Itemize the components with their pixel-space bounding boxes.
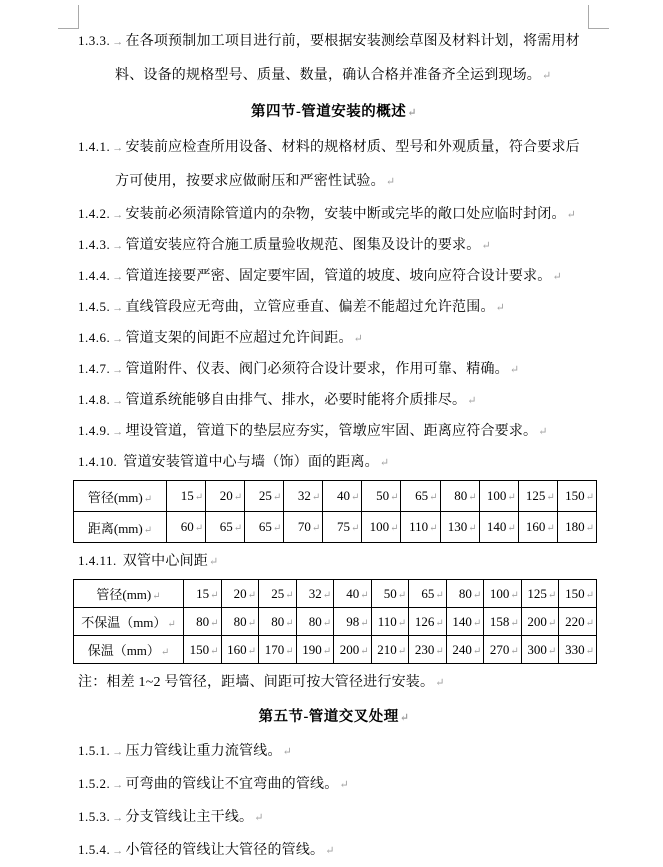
cell-value: 25	[271, 585, 285, 601]
table-cell	[245, 481, 284, 512]
table-cell	[221, 636, 259, 664]
cell-value: 65	[219, 519, 233, 534]
cell-value: 65	[415, 488, 429, 503]
end-of-cell-mark: ↵	[160, 647, 170, 658]
cell-value: 240	[452, 641, 472, 657]
table-cell	[521, 580, 559, 608]
note-text: 注：相差 1~2 号管径，距墙、间距可按大管径进行安装。	[78, 675, 435, 690]
list-item	[78, 130, 590, 199]
table-row	[74, 512, 597, 543]
paragraph-mark: ↵	[385, 176, 396, 188]
list-item	[78, 801, 590, 834]
end-of-cell-mark: ↵	[472, 645, 482, 657]
paragraph-mark: ↵	[481, 240, 491, 252]
paragraph-mark: ↵	[467, 395, 477, 407]
table-cell	[184, 608, 222, 636]
cell-value: 200	[527, 613, 547, 629]
cell-value: 270	[489, 641, 510, 657]
table-cell	[479, 512, 518, 543]
end-of-cell-mark: ↵	[311, 492, 321, 503]
end-of-cell-mark: ↵	[546, 492, 555, 503]
list-item	[78, 292, 590, 323]
end-of-cell-mark: ↵	[272, 492, 282, 503]
note-line	[78, 668, 590, 698]
end-of-cell-mark: ↵	[360, 645, 369, 657]
cell-value: 190	[302, 641, 322, 657]
end-of-cell-mark: ↵	[585, 589, 594, 601]
cell-value: 80	[196, 613, 210, 629]
cell-value: 40	[346, 585, 360, 601]
end-of-cell-mark: ↵	[585, 492, 594, 503]
item-text: 管道系统能够自由排气、排水，必要时能将介质排尽。	[125, 393, 467, 408]
heading-text: 第四节-管道安装的概述	[250, 104, 407, 120]
table-cell	[484, 636, 522, 664]
cell-value: 管径(mm)	[87, 489, 143, 505]
item-text: 可弯曲的管线让不宜弯曲的管线。	[125, 777, 339, 792]
tab-mark: →	[112, 333, 124, 345]
end-of-cell-mark: ↵	[546, 523, 555, 534]
cell-value: 65	[421, 585, 435, 601]
end-of-cell-mark: ↵	[311, 523, 321, 534]
table-cell	[245, 512, 284, 543]
table-cell	[74, 580, 184, 608]
item-text: 直线管段应无弯曲，立管应垂直、偏差不能超过允许范围。	[125, 300, 495, 315]
table-cell	[440, 481, 479, 512]
table-cell	[484, 608, 522, 636]
table-cell	[409, 608, 447, 636]
table-cell	[371, 636, 409, 664]
table-cell	[221, 608, 259, 636]
table-cell	[74, 608, 184, 636]
item-text: 管道安装应符合施工质量验收规范、图集及设计的要求。	[125, 238, 481, 253]
end-of-cell-mark: ↵	[507, 523, 516, 534]
cell-value: 80	[233, 613, 247, 629]
end-of-cell-mark: ↵	[397, 589, 407, 601]
table-row	[74, 636, 597, 664]
table-cell	[206, 512, 245, 543]
end-of-cell-mark: ↵	[468, 523, 477, 534]
end-of-cell-mark: ↵	[167, 619, 176, 630]
end-of-cell-mark: ↵	[585, 645, 594, 657]
table-row	[74, 481, 597, 512]
table-cell	[74, 512, 167, 543]
table-cell	[518, 481, 557, 512]
end-of-cell-mark: ↵	[210, 589, 219, 601]
table-cell	[521, 608, 559, 636]
cell-value: 125	[525, 488, 546, 503]
table-cell	[259, 636, 297, 664]
item-number: 1.4.8.	[78, 392, 111, 407]
end-of-cell-mark: ↵	[435, 617, 444, 629]
cell-value: 32	[308, 585, 322, 601]
list-item	[78, 24, 590, 93]
cell-value: 140	[452, 613, 472, 629]
cell-value: 220	[565, 613, 585, 629]
tab-mark: →	[112, 364, 124, 376]
item-text: 管道连接要严密、固定要牢固，管道的坡度、坡向应符合设计要求。	[125, 269, 552, 284]
item-number: 1.4.10.	[78, 454, 118, 469]
tab-mark: →	[112, 746, 124, 758]
table-cell	[284, 481, 323, 512]
list-item	[78, 354, 590, 385]
cell-value: 距离(mm)	[87, 520, 143, 536]
cell-value: 100	[489, 585, 510, 601]
cell-value: 130	[447, 519, 468, 534]
item-number: 1.5.2.	[78, 776, 111, 791]
list-item	[78, 735, 590, 768]
heading-text: 第五节-管道交叉处理	[258, 709, 399, 725]
end-of-cell-mark: ↵	[429, 492, 438, 503]
table-cell	[409, 580, 447, 608]
paragraph-mark: ↵	[495, 302, 506, 314]
paragraph-mark: ↵	[325, 845, 335, 857]
end-of-cell-mark: ↵	[285, 617, 294, 629]
paragraph-mark: ↵	[407, 107, 418, 119]
cell-value: 158	[489, 613, 510, 629]
cell-value: 160	[227, 641, 247, 657]
paragraph-mark: ↵	[353, 333, 364, 345]
end-of-cell-mark: ↵	[585, 617, 594, 629]
item-number: 1.4.6.	[78, 330, 111, 345]
paragraph-mark: ↵	[282, 746, 293, 758]
item-number: 1.4.7.	[78, 361, 111, 376]
table-cell	[323, 481, 362, 512]
cell-value: 80	[271, 613, 285, 629]
end-of-cell-mark: ↵	[472, 589, 482, 601]
tab-mark: →	[112, 36, 124, 48]
item-number: 1.3.3.	[78, 33, 111, 48]
item-number: 1.4.1.	[78, 139, 111, 154]
paragraph-mark: ↵	[254, 812, 264, 824]
cell-value: 50	[383, 585, 397, 601]
paragraph-mark: ↵	[552, 271, 562, 283]
table-cell	[74, 481, 167, 512]
end-of-cell-mark: ↵	[547, 617, 557, 629]
table-cell	[521, 636, 559, 664]
end-of-cell-mark: ↵	[397, 617, 407, 629]
table-cell	[559, 608, 597, 636]
cell-value: 150	[189, 641, 210, 657]
item-text: 分支管线让主干线。	[125, 810, 254, 825]
end-of-cell-mark: ↵	[547, 645, 557, 657]
end-of-cell-mark: ↵	[233, 492, 243, 503]
clause-list-section4	[78, 130, 590, 478]
cell-value: 管径(mm)	[96, 587, 152, 602]
table-cell	[401, 481, 440, 512]
cell-value: 60	[180, 519, 194, 534]
end-of-cell-mark: ↵	[143, 493, 153, 505]
cell-value: 98	[346, 613, 360, 629]
end-of-cell-mark: ↵	[429, 523, 438, 534]
cell-value: 150	[565, 585, 585, 601]
cell-value: 不保温（mm）	[81, 615, 167, 630]
cell-value: 75	[337, 519, 350, 534]
paragraph-mark: ↵	[399, 712, 410, 724]
table-cell	[259, 580, 297, 608]
cell-value: 170	[264, 641, 285, 657]
table-cell	[559, 636, 597, 664]
end-of-cell-mark: ↵	[285, 589, 294, 601]
cell-value: 25	[258, 488, 272, 503]
cell-value: 110	[377, 613, 397, 629]
end-of-cell-mark: ↵	[510, 645, 519, 657]
item-number: 1.5.1.	[78, 743, 111, 758]
table-cell	[296, 636, 334, 664]
table-cell	[557, 512, 596, 543]
end-of-cell-mark: ↵	[322, 617, 332, 629]
end-of-cell-mark: ↵	[143, 524, 153, 536]
cell-value: 80	[454, 488, 468, 503]
end-of-cell-mark: ↵	[322, 589, 332, 601]
item-number: 1.4.11.	[78, 553, 117, 568]
cell-value: 20	[219, 488, 233, 503]
cell-value: 140	[486, 519, 507, 534]
cell-value: 126	[414, 613, 435, 629]
cell-value: 100	[369, 519, 390, 534]
item-text: 在各项预制加工项目进行前，要根据安装测绘草图及材料计划，将需用材料、设备的规格型号、质量、数量，确认合格并准备齐全运到现场。	[115, 34, 580, 83]
paragraph-mark: ↵	[379, 457, 390, 469]
cell-value: 40	[337, 488, 350, 503]
table-cell	[334, 608, 372, 636]
table-cell	[559, 580, 597, 608]
table-cell	[484, 580, 522, 608]
item-text: 安装前应检查所用设备、材料的规格材质、型号和外观质量，符合要求后方可使用，按要求应做耐压和严密性试验。	[115, 140, 580, 189]
end-of-cell-mark: ↵	[360, 617, 369, 629]
table-cell	[184, 636, 222, 664]
end-of-cell-mark: ↵	[194, 523, 204, 534]
tab-mark: →	[112, 271, 124, 283]
table-cell	[371, 580, 409, 608]
end-of-cell-mark: ↵	[435, 589, 444, 601]
tab-mark: →	[112, 426, 124, 438]
item-number: 1.4.4.	[78, 268, 111, 283]
end-of-cell-mark: ↵	[585, 523, 594, 534]
end-of-cell-mark: ↵	[510, 617, 519, 629]
cell-value: 110	[409, 519, 429, 534]
end-of-cell-mark: ↵	[472, 617, 482, 629]
table-cell	[184, 580, 222, 608]
table-cell	[334, 636, 372, 664]
table-cell	[446, 636, 484, 664]
list-item	[78, 834, 590, 867]
end-of-cell-mark: ↵	[210, 617, 219, 629]
end-of-cell-mark: ↵	[351, 492, 360, 503]
paragraph-mark: ↵	[542, 70, 552, 82]
end-of-cell-mark: ↵	[507, 492, 516, 503]
item-number: 1.5.4.	[78, 842, 111, 857]
clause-1411	[78, 546, 590, 577]
cell-value: 230	[414, 641, 435, 657]
cell-value: 50	[376, 488, 390, 503]
table-cell	[440, 512, 479, 543]
section-heading-4	[78, 98, 590, 127]
end-of-cell-mark: ↵	[210, 645, 219, 657]
table-row	[74, 608, 597, 636]
tab-mark: →	[112, 779, 124, 791]
item-number: 1.4.2.	[78, 206, 111, 221]
table-cell	[296, 580, 334, 608]
cell-value: 20	[233, 585, 247, 601]
table-cell	[362, 481, 401, 512]
end-of-cell-mark: ↵	[152, 591, 161, 602]
end-of-cell-mark: ↵	[390, 492, 399, 503]
list-item	[78, 199, 590, 230]
end-of-cell-mark: ↵	[351, 523, 360, 534]
dual-pipe-spacing-table	[73, 579, 597, 664]
cell-value: 70	[297, 519, 311, 534]
table-cell	[206, 481, 245, 512]
cell-value: 80	[308, 613, 322, 629]
list-item	[78, 768, 590, 801]
end-of-cell-mark: ↵	[247, 617, 257, 629]
item-number: 1.5.3.	[78, 809, 111, 824]
cell-value: 180	[565, 519, 585, 534]
end-of-cell-mark: ↵	[468, 492, 477, 503]
cell-value: 125	[527, 585, 547, 601]
end-of-cell-mark: ↵	[510, 589, 519, 601]
table-cell	[371, 608, 409, 636]
wall-distance-table	[73, 480, 597, 543]
cell-value: 200	[339, 641, 360, 657]
list-item	[78, 385, 590, 416]
cell-value: 15	[196, 585, 210, 601]
paragraph-mark: ↵	[566, 209, 577, 221]
item-number: 1.4.9.	[78, 423, 111, 438]
tab-mark: →	[112, 142, 124, 154]
paragraph-mark: ↵	[339, 779, 349, 791]
cell-value: 150	[565, 488, 585, 503]
clause-list-section5	[78, 735, 590, 867]
table-cell	[518, 512, 557, 543]
paragraph-mark: ↵	[538, 426, 548, 438]
end-of-cell-mark: ↵	[390, 523, 399, 534]
list-item	[78, 416, 590, 447]
table-cell	[446, 580, 484, 608]
tab-mark: →	[112, 812, 124, 824]
table-cell	[323, 512, 362, 543]
text-boundary-mark-top-right	[588, 5, 609, 29]
item-text: 管道安装管道中心与墙（饰）面的距离。	[123, 455, 379, 470]
table-cell	[557, 481, 596, 512]
list-item	[78, 447, 590, 478]
table-cell	[74, 636, 184, 664]
table-cell	[409, 636, 447, 664]
paragraph-mark: ↵	[509, 364, 520, 376]
document-content	[78, 24, 594, 867]
item-number: 1.4.5.	[78, 299, 111, 314]
list-item	[78, 323, 590, 354]
table-cell	[259, 608, 297, 636]
table-cell	[221, 580, 259, 608]
text-boundary-mark-top-left	[58, 5, 79, 29]
cell-value: 80	[458, 585, 472, 601]
table-cell	[167, 512, 206, 543]
table-cell	[479, 481, 518, 512]
table-row	[74, 580, 597, 608]
list-item	[78, 546, 590, 577]
end-of-cell-mark: ↵	[435, 645, 444, 657]
tab-mark: →	[112, 395, 124, 407]
tab-mark: →	[112, 845, 124, 857]
table-cell	[296, 608, 334, 636]
paragraph-mark: ↵	[435, 677, 445, 689]
tab-mark: →	[112, 302, 124, 314]
paragraph-mark: ↵	[208, 556, 219, 568]
end-of-cell-mark: ↵	[194, 492, 204, 503]
item-text: 埋设管道，管道下的垫层应夯实，管墩应牢固、距离应符合要求。	[125, 424, 538, 439]
table-cell	[362, 512, 401, 543]
end-of-cell-mark: ↵	[247, 645, 257, 657]
table-cell	[284, 512, 323, 543]
table-cell	[167, 481, 206, 512]
cell-value: 15	[180, 488, 194, 503]
cell-value: 32	[297, 488, 311, 503]
tab-mark: →	[112, 209, 124, 221]
cell-value: 保温（mm）	[87, 643, 160, 658]
section-heading-5	[78, 703, 590, 732]
item-text: 双管中心间距	[122, 554, 208, 569]
end-of-cell-mark: ↵	[360, 589, 369, 601]
cell-value: 160	[525, 519, 546, 534]
end-of-cell-mark: ↵	[397, 645, 407, 657]
table-cell	[334, 580, 372, 608]
end-of-cell-mark: ↵	[233, 523, 243, 534]
end-of-cell-mark: ↵	[285, 645, 294, 657]
cell-value: 100	[486, 488, 507, 503]
item-text: 安装前必须清除管道内的杂物，安装中断或完毕的敞口处应临时封闭。	[125, 207, 566, 222]
cell-value: 300	[527, 641, 547, 657]
table-cell	[446, 608, 484, 636]
cell-value: 65	[258, 519, 272, 534]
end-of-cell-mark: ↵	[247, 589, 257, 601]
list-item	[78, 230, 590, 261]
item-text: 管道支架的间距不应超过允许间距。	[125, 331, 353, 346]
table-cell	[401, 512, 440, 543]
tab-mark: →	[112, 240, 124, 252]
cell-value: 210	[377, 641, 397, 657]
cell-value: 330	[565, 641, 585, 657]
end-of-cell-mark: ↵	[272, 523, 282, 534]
item-text: 压力管线让重力流管线。	[125, 744, 282, 759]
end-of-cell-mark: ↵	[547, 589, 557, 601]
end-of-cell-mark: ↵	[322, 645, 332, 657]
item-number: 1.4.3.	[78, 237, 111, 252]
item-text: 小管径的管线让大管径的管线。	[125, 843, 325, 858]
clause-list-pre	[78, 24, 590, 93]
item-text: 管道附件、仪表、阀门必须符合设计要求，作用可靠、精确。	[125, 362, 509, 377]
list-item	[78, 261, 590, 292]
